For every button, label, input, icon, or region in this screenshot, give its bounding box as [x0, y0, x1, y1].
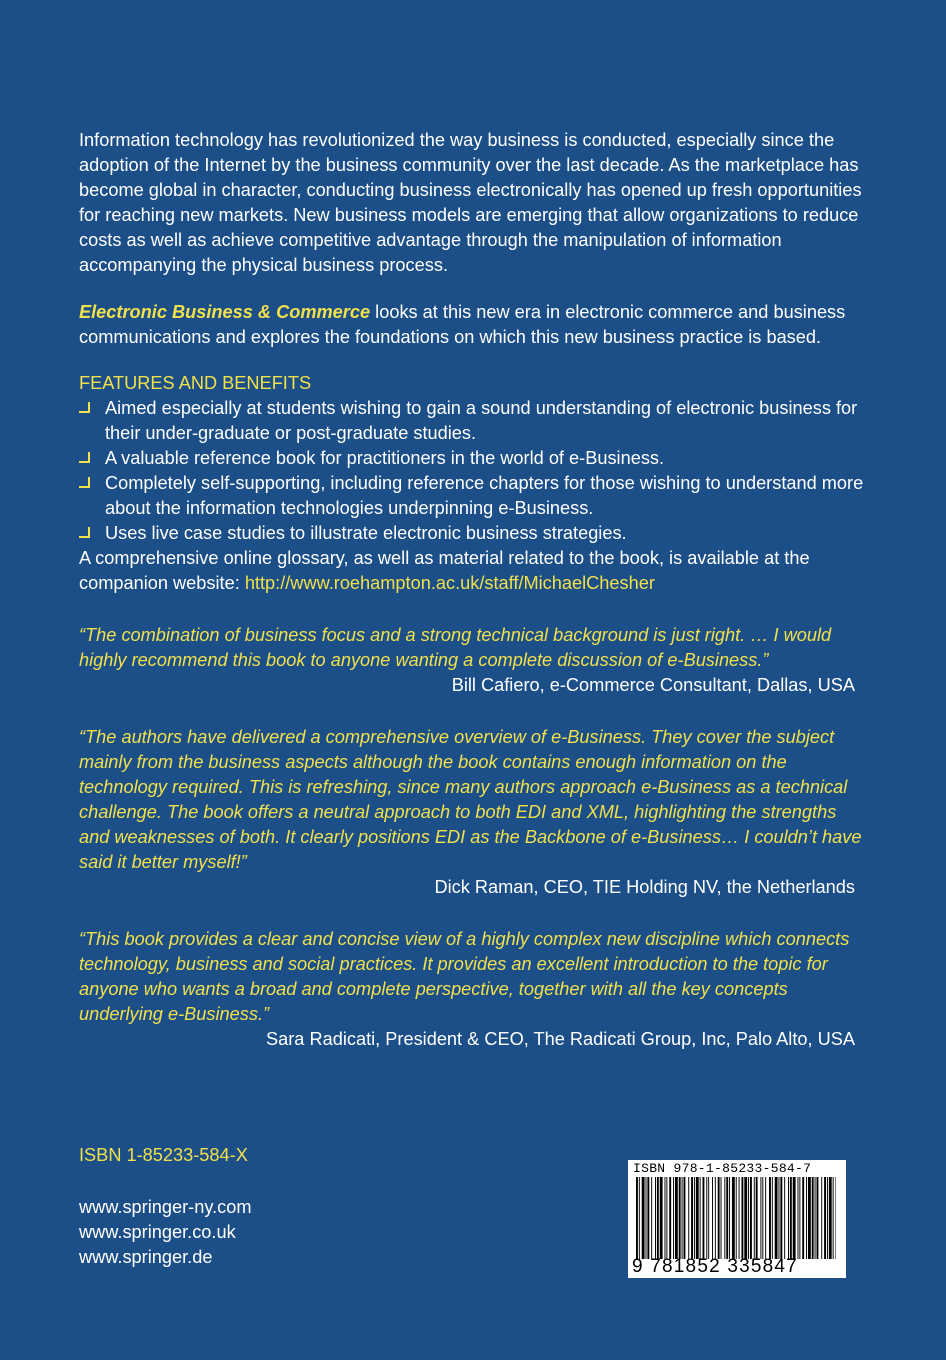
- barcode-bar: [817, 1177, 819, 1259]
- barcode-bar: [712, 1177, 713, 1259]
- barcode-bar: [706, 1177, 707, 1259]
- barcode-bar: [646, 1177, 647, 1259]
- barcode-bar: [750, 1177, 752, 1259]
- barcode-bar: [815, 1177, 816, 1259]
- barcode-bar: [651, 1177, 652, 1259]
- barcode-bar: [647, 1177, 649, 1259]
- description-paragraph: [79, 300, 869, 350]
- barcode-bar: [724, 1177, 725, 1259]
- barcode-isbn-label: ISBN 978-1-85233-584-7: [633, 1161, 812, 1176]
- cover-content: [79, 128, 869, 1052]
- testimonial: [79, 725, 869, 900]
- barcode-bar: [827, 1177, 828, 1259]
- barcode-bar: [688, 1177, 689, 1259]
- barcode-bar: [836, 1177, 837, 1259]
- publisher-websites: [79, 1195, 252, 1270]
- barcode-bar: [682, 1177, 683, 1259]
- barcode-bar: [736, 1177, 737, 1259]
- barcode-bar: [729, 1177, 730, 1259]
- testimonial-text: “The authors have delivered a comprehensive overview of e-Business. They cover the subject mainly from the business aspects although the book contains enough information on the technology required. This is refreshing, since many authors approach e-Business as a technical challenge. The book offers a neutral approach to both EDI and XML, highlighting the strengths and weaknesses of both. It clearly positions EDI as the Backbone of e-Business… I couldn’t have said it better myself!”: [79, 727, 862, 872]
- barcode-bar: [708, 1177, 709, 1259]
- barcode-bar: [660, 1177, 663, 1259]
- barcode-bar: [642, 1177, 645, 1259]
- intro-paragraph: Information technology has revolutionized the way business is conducted, especially since the adoption of the Internet by the business community over the last decade. As the marketplace has become global in character, conducting business electronically has opened up fresh opportunities for reaching new markets. New business models are emerging that allow organizations to reduce costs as well as achieve competitive advantage through the manipulation of information accompanying the physical business process.: [79, 130, 862, 275]
- barcode-bar: [739, 1177, 740, 1259]
- barcode-bar: [772, 1177, 773, 1259]
- barcode-bar: [793, 1177, 796, 1259]
- barcode-bar: [808, 1177, 811, 1259]
- barcode-bar: [691, 1177, 693, 1259]
- barcode-bar: [636, 1177, 638, 1259]
- barcode-bar: [655, 1177, 656, 1259]
- barcode-bar: [696, 1177, 699, 1259]
- glossary-text: A comprehensive online glossary, as well as material related to the book, is available at the companion website:: [79, 548, 810, 593]
- barcode-bar: [762, 1177, 763, 1259]
- barcode-bar: [679, 1177, 681, 1259]
- barcode-bar: [732, 1177, 735, 1259]
- barcode-bar: [756, 1177, 758, 1259]
- barcode-bar: [790, 1177, 792, 1259]
- companion-website-link[interactable]: http://www.roehampton.ac.uk/staff/MichaelChesher: [244, 573, 655, 593]
- isbn-label: ISBN 1-85233-584-X: [79, 1145, 248, 1165]
- barcode-bar: [754, 1177, 755, 1259]
- barcode-bar: [665, 1177, 666, 1259]
- barcode-digits: 9 781852 335847: [632, 1256, 798, 1277]
- website-link[interactable]: www.springer.co.uk: [79, 1222, 236, 1242]
- barcode-bar: [812, 1177, 814, 1259]
- barcode-bar: [684, 1177, 686, 1259]
- barcode-bar: [669, 1177, 671, 1259]
- barcode-bars: [636, 1177, 836, 1259]
- barcode-bar: [798, 1177, 799, 1259]
- barcode-bar: [760, 1177, 761, 1259]
- barcode-bar: [799, 1177, 800, 1259]
- barcode-bar: [700, 1177, 701, 1259]
- testimonial-attribution: Dick Raman, CEO, TIE Holding NV, the Netherlands: [434, 877, 855, 897]
- barcode-bar: [748, 1177, 749, 1259]
- barcode-bar: [694, 1177, 695, 1259]
- barcode-bar: [769, 1177, 771, 1259]
- barcode-bar: [806, 1177, 807, 1259]
- barcode-bar: [775, 1177, 778, 1259]
- barcode-bar: [765, 1177, 766, 1259]
- barcode-bar: [715, 1177, 716, 1259]
- testimonial: [79, 927, 869, 1052]
- barcode-bar: [703, 1177, 705, 1259]
- feature-item: A valuable reference book for practitioners in the world of e-Business.: [79, 446, 869, 471]
- feature-item: Aimed especially at students wishing to gain a sound understanding of electronic business for their under-graduate or post-graduate studies.: [79, 396, 869, 446]
- glossary-paragraph: [79, 546, 869, 596]
- barcode-bar: [675, 1177, 678, 1259]
- barcode-bar: [779, 1177, 780, 1259]
- barcode-bar: [788, 1177, 789, 1259]
- feature-item: Uses live case studies to illustrate electronic business strategies.: [79, 521, 869, 546]
- checkbox-bullet-icon: [79, 452, 90, 463]
- checkbox-bullet-icon: [79, 477, 90, 488]
- barcode-bar: [666, 1177, 667, 1259]
- barcode-bar: [824, 1177, 826, 1259]
- barcode-bar: [833, 1177, 834, 1259]
- barcode-bar: [726, 1177, 728, 1259]
- website-link[interactable]: www.springer-ny.com: [79, 1197, 252, 1217]
- barcode-bar: [829, 1177, 832, 1259]
- barcode-bar: [780, 1177, 782, 1259]
- features-list: [79, 396, 869, 546]
- barcode-bar: [741, 1177, 743, 1259]
- testimonial-text: “The combination of business focus and a strong technical background is just right. … I would highly recommend this book to anyone wanting a complete discussion of e-Business.”: [79, 625, 832, 670]
- barcode-bar: [673, 1177, 674, 1259]
- testimonial: [79, 623, 869, 698]
- barcode-bar: [784, 1177, 785, 1259]
- barcode-bar: [721, 1177, 722, 1259]
- barcode-bar: [718, 1177, 720, 1259]
- barcode: [628, 1160, 846, 1278]
- barcode-bar: [639, 1177, 640, 1259]
- book-title: Electronic Business & Commerce: [79, 302, 371, 322]
- barcode-bar: [802, 1177, 804, 1259]
- checkbox-bullet-icon: [79, 402, 90, 413]
- feature-item: Completely self-supporting, including reference chapters for those wishing to understand more about the information technologies underpinning e-Business.: [79, 471, 869, 521]
- website-link[interactable]: www.springer.de: [79, 1247, 213, 1267]
- barcode-bar: [744, 1177, 747, 1259]
- testimonial-attribution: Sara Radicati, President & CEO, The Radicati Group, Inc, Palo Alto, USA: [265, 1029, 855, 1049]
- testimonial-text: “This book provides a clear and concise view of a highly complex new discipline which connects technology, business and social practices. It provides an excellent introduction to the topic for anyone who wants a broad and complete perspective, together with all the key concepts underlying e-Business.”: [79, 929, 850, 1024]
- testimonial-attribution: Bill Cafiero, e-Commerce Consultant, Dallas, USA: [451, 675, 855, 695]
- barcode-bar: [657, 1177, 659, 1259]
- book-description: looks at this new era in electronic commerce and business communications and explores the foundations on which this new business practice is based.: [79, 302, 846, 347]
- barcode-bar: [821, 1177, 822, 1259]
- checkbox-bullet-icon: [79, 527, 90, 538]
- features-heading: FEATURES AND BENEFITS: [79, 373, 312, 393]
